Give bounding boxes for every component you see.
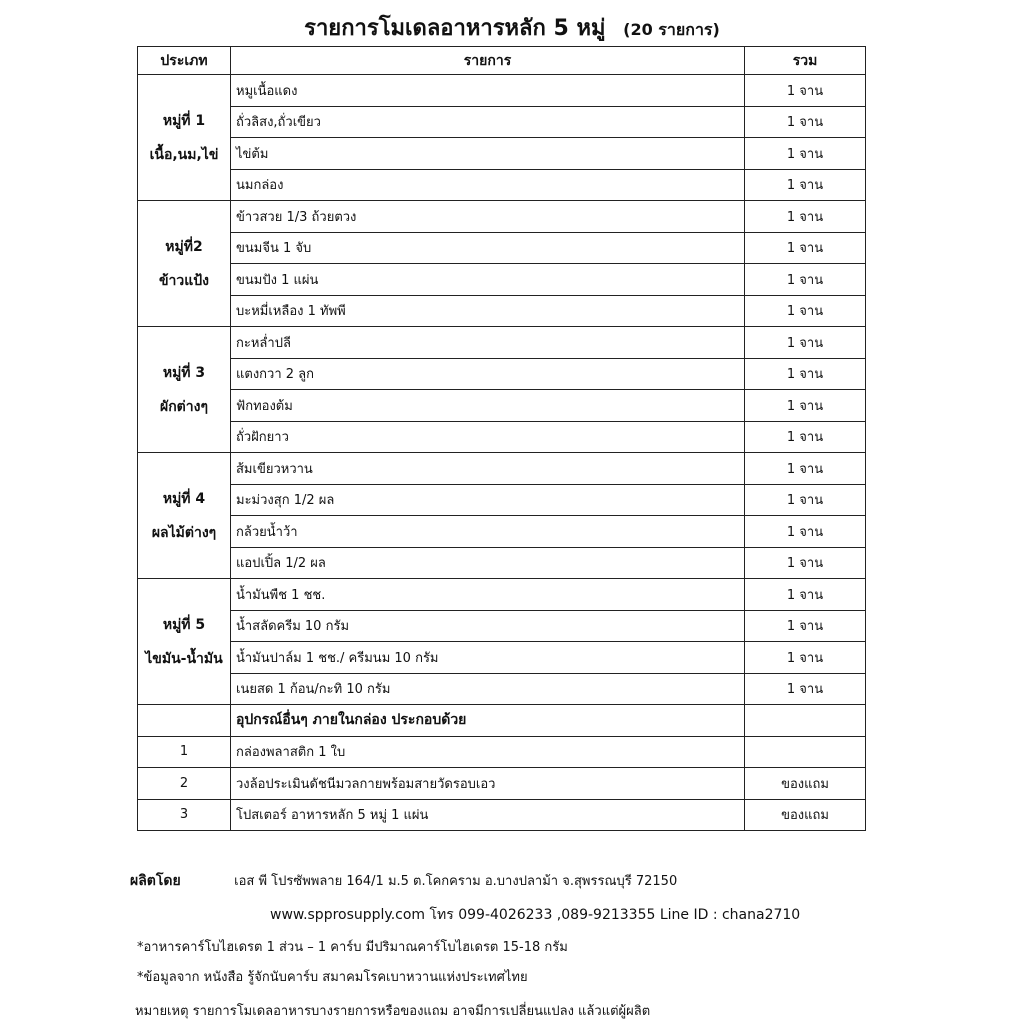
table-row: [138, 201, 866, 233]
table-row: [138, 232, 866, 264]
equipment-num: 3: [138, 799, 231, 831]
food-qty: 1 จาน: [745, 138, 866, 170]
food-qty: 1 จาน: [745, 201, 866, 233]
food-qty: 1 จาน: [745, 642, 866, 674]
food-item: แตงกวา 2 ลูก: [231, 358, 745, 390]
equipment-heading-empty-right: [745, 705, 866, 737]
food-qty: 1 จาน: [745, 232, 866, 264]
equipment-note: [745, 736, 866, 768]
equipment-note: ของแถม: [745, 768, 866, 800]
header-type: ประเภท: [138, 47, 231, 75]
food-qty: 1 จาน: [745, 295, 866, 327]
food-qty: 1 จาน: [745, 327, 866, 359]
producer-address: เอส พี โปรซัพพลาย 164/1 ม.5 ต.โคกคราม อ.บางปลาม้า จ.สุพรรณบุรี 72150: [234, 874, 678, 889]
group-name: หมู่ที่ 5: [162, 616, 206, 633]
table-row: [138, 579, 866, 611]
table-row: [138, 295, 866, 327]
food-model-table: [137, 46, 866, 831]
food-qty: 1 จาน: [745, 106, 866, 138]
table-header-row: [138, 47, 866, 75]
food-groups-body: [138, 75, 866, 705]
header-total: รวม: [745, 47, 866, 75]
table-row: [138, 169, 866, 201]
group-name: หมู่ที่2: [165, 238, 203, 255]
food-item: ขนมปัง 1 แผ่น: [231, 264, 745, 296]
table-row: [138, 106, 866, 138]
title-count: (20 รายการ): [623, 20, 720, 39]
table-row: [138, 358, 866, 390]
food-qty: 1 จาน: [745, 579, 866, 611]
table-row: [138, 264, 866, 296]
food-qty: 1 จาน: [745, 673, 866, 705]
group-name: หมู่ที่ 3: [162, 364, 206, 381]
food-qty: 1 จาน: [745, 547, 866, 579]
equipment-item: โปสเตอร์ อาหารหลัก 5 หมู่ 1 แผ่น: [231, 799, 745, 831]
group-desc: ไขมัน-น้ำมัน: [145, 650, 223, 667]
equipment-note: ของแถม: [745, 799, 866, 831]
food-item: เนยสด 1 ก้อน/กะทิ 10 กรัม: [231, 673, 745, 705]
header-item: รายการ: [231, 47, 745, 75]
food-item: มะม่วงสุก 1/2 ผล: [231, 484, 745, 516]
food-item: ถั่วลิสง,ถั่วเขียว: [231, 106, 745, 138]
food-item: น้ำมันพืช 1 ชช.: [231, 579, 745, 611]
equipment-item: กล่องพลาสติก 1 ใบ: [231, 736, 745, 768]
food-item: ส้มเขียวหวาน: [231, 453, 745, 485]
food-qty: 1 จาน: [745, 358, 866, 390]
equipment-row: [138, 736, 866, 768]
equipment-row: [138, 799, 866, 831]
group-cell: [138, 453, 231, 579]
group-desc: ข้าวแป้ง: [158, 272, 210, 289]
group-cell: [138, 327, 231, 453]
food-item: ถั่วฝักยาว: [231, 421, 745, 453]
group-name: หมู่ที่ 4: [162, 490, 206, 507]
group-desc: เนื้อ,นม,ไข่: [149, 146, 219, 163]
table-row: [138, 390, 866, 422]
food-qty: 1 จาน: [745, 390, 866, 422]
table-row: [138, 547, 866, 579]
producer-line: [130, 870, 677, 892]
table-row: [138, 516, 866, 548]
food-qty: 1 จาน: [745, 453, 866, 485]
page-title: [0, 10, 1024, 45]
equipment-row: [138, 768, 866, 800]
table-row: [138, 610, 866, 642]
group-cell: [138, 579, 231, 705]
food-item: กล้วยน้ำว้า: [231, 516, 745, 548]
food-qty: 1 จาน: [745, 169, 866, 201]
table-row: [138, 75, 866, 107]
food-qty: 1 จาน: [745, 75, 866, 107]
food-qty: 1 จาน: [745, 484, 866, 516]
producer-label: ผลิตโดย: [130, 873, 181, 889]
carb-note: *อาหารคาร์โบไฮเดรต 1 ส่วน – 1 คาร์บ มีปริมาณคาร์โบไฮเดรต 15-18 กรัม: [137, 940, 568, 955]
table-row: [138, 453, 866, 485]
group-desc: ผักต่างๆ: [160, 398, 208, 415]
group-cell: [138, 75, 231, 201]
food-item: แอปเปิ้ล 1/2 ผล: [231, 547, 745, 579]
equipment-item: วงล้อประเมินดัชนีมวลกายพร้อมสายวัดรอบเอว: [231, 768, 745, 800]
group-desc: ผลไม้ต่างๆ: [151, 524, 217, 541]
table-row: [138, 138, 866, 170]
food-qty: 1 จาน: [745, 516, 866, 548]
food-item: น้ำสลัดครีม 10 กรัม: [231, 610, 745, 642]
food-item: ไข่ต้ม: [231, 138, 745, 170]
title-text: รายการโมเดลอาหารหลัก 5 หมู่: [304, 16, 606, 41]
contact-line: www.spprosupply.com โทร 099-4026233 ,089-9213355 Line ID : chana2710: [270, 907, 801, 923]
group-cell: [138, 201, 231, 327]
source-note: *ข้อมูลจาก หนังสือ รู้จักนับคาร์บ สมาคมโรคเบาหวานแห่งประเทศไทย: [137, 970, 528, 985]
food-item: นมกล่อง: [231, 169, 745, 201]
equipment-heading: อุปกรณ์อื่นๆ ภายในกล่อง ประกอบด้วย: [231, 705, 745, 737]
equipment-num: 1: [138, 736, 231, 768]
equipment-num: 2: [138, 768, 231, 800]
table-row: [138, 642, 866, 674]
equipment-body: [138, 705, 866, 831]
equipment-heading-row: [138, 705, 866, 737]
table-row: [138, 421, 866, 453]
table-row: [138, 673, 866, 705]
food-item: น้ำมันปาล์ม 1 ชช./ ครีมนม 10 กรัม: [231, 642, 745, 674]
food-item: ฟักทองต้ม: [231, 390, 745, 422]
food-qty: 1 จาน: [745, 264, 866, 296]
food-item: หมูเนื้อแดง: [231, 75, 745, 107]
food-qty: 1 จาน: [745, 610, 866, 642]
group-name: หมู่ที่ 1: [162, 112, 206, 129]
food-item: ขนมจีน 1 จับ: [231, 232, 745, 264]
food-item: ข้าวสวย 1/3 ถ้วยตวง: [231, 201, 745, 233]
equipment-heading-empty: [138, 705, 231, 737]
food-item: บะหมี่เหลือง 1 ทัพพี: [231, 295, 745, 327]
remark-note: หมายเหตุ รายการโมเดลอาหารบางรายการหรือของแถม อาจมีการเปลี่ยนแปลง แล้วแต่ผู้ผลิต: [135, 1004, 651, 1019]
food-qty: 1 จาน: [745, 421, 866, 453]
food-item: กะหล่ำปลี: [231, 327, 745, 359]
table-row: [138, 484, 866, 516]
table-row: [138, 327, 866, 359]
